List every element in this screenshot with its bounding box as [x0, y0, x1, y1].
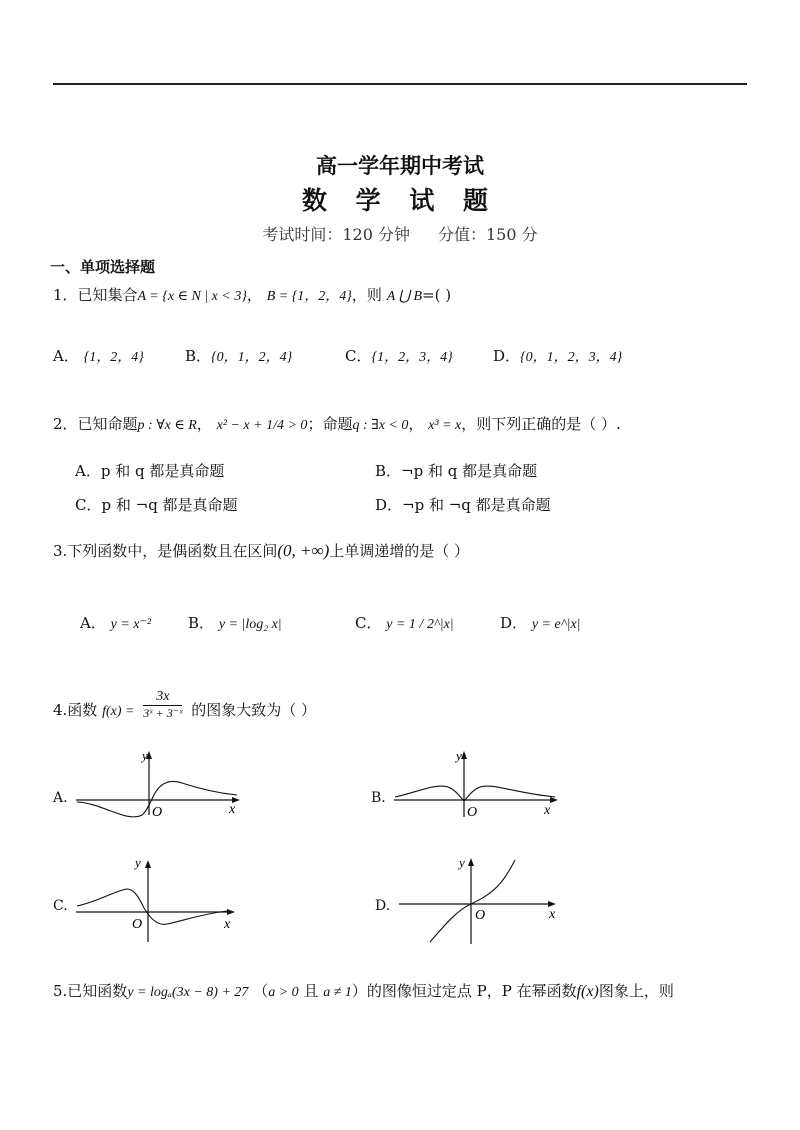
svg-text:O: O	[467, 805, 478, 820]
exam-time: 考试时间：120 分钟	[262, 225, 410, 244]
q3-option-b[interactable]: B． y = |log₂ x|	[188, 614, 282, 632]
q2-option-d[interactable]: D．¬p 和 ¬q 都是真命题	[375, 496, 551, 514]
q1-option-a[interactable]: A． {1，2，4}	[53, 347, 144, 365]
svg-text:x: x	[549, 907, 556, 922]
question-3-stem: 3.下列函数中，是偶函数且在区间(0, +∞)上单调递增的是（ ）	[53, 541, 470, 560]
svg-text:x: x	[229, 802, 236, 817]
exam-meta	[0, 222, 800, 245]
graph-a	[72, 745, 247, 820]
graph-b	[390, 745, 565, 820]
q3-option-a[interactable]: A． y = x⁻²	[80, 614, 152, 632]
set-a: A = {x ∈ N | x < 3}	[137, 289, 247, 304]
graph-d	[395, 852, 570, 947]
q1-option-c[interactable]: C．{1，2，3，4}	[345, 347, 453, 365]
subject-title: 数 学 试 题	[301, 186, 499, 215]
exam-score: 分值：150 分	[438, 225, 538, 244]
q4-option-c[interactable]: C.	[53, 898, 68, 914]
svg-text:O: O	[475, 908, 486, 923]
question-1-stem: 1．已知集合A = {x ∈ N | x < 3}， B = {1，2，4}，则 A ⋃ B=( )	[53, 286, 452, 304]
svg-text:y: y	[459, 855, 465, 870]
svg-text:y: y	[456, 748, 462, 763]
svg-text:y: y	[142, 748, 148, 763]
fraction: $\frac{3x}{\text{3ˣ + 3⁻ˣ}}$	[143, 689, 183, 720]
svg-text:x: x	[544, 803, 551, 818]
set-b: B = {1，2，4}	[266, 289, 352, 304]
q1-option-d[interactable]: D．{0，1，2，3，4}	[493, 347, 623, 365]
svg-text:x: x	[224, 917, 231, 932]
function-f: f(x) =	[102, 704, 135, 719]
svg-text:O: O	[132, 917, 143, 932]
q2-option-b[interactable]: B．¬p 和 q 都是真命题	[375, 462, 538, 480]
union-expr: A ⋃ B	[386, 289, 423, 304]
svg-text:O: O	[152, 805, 163, 820]
question-5-stem: 5.已知函数y = logₐ(3x − 8) + 27 （a > 0 且 a ≠ 1）的图像恒过定点 P，P 在幂函数f(x)图象上，则	[53, 982, 674, 1000]
q2-option-c[interactable]: C．p 和 ¬q 都是真命题	[75, 496, 238, 514]
question-4-stem: 4.函数 f(x) = $\frac{3x}{\text{3ˣ + 3⁻ˣ}}$ 的图象大致为（ ）	[53, 689, 317, 720]
section-heading: 一、单项选择题	[50, 258, 156, 276]
q3-option-c[interactable]: C． y = 1 / 2^|x|	[355, 614, 454, 632]
q4-option-a[interactable]: A.	[53, 790, 68, 806]
q4-option-b[interactable]: B.	[371, 790, 386, 806]
exam-title: 高一学年期中考试	[316, 153, 484, 178]
q3-option-d[interactable]: D． y = e^|x|	[500, 614, 581, 632]
question-2-stem: 2．已知命题p : ∀x ∈ R， x² − x + 1/4 > 0；命题q : ∃x < 0， x³ = x，则下列正确的是（ ）.	[53, 415, 621, 433]
graph-c	[72, 852, 247, 947]
header-rule	[53, 83, 747, 85]
q4-option-d[interactable]: D.	[375, 898, 391, 914]
q1-option-b[interactable]: B．{0，1，2，4}	[185, 347, 293, 365]
svg-text:y: y	[135, 855, 141, 870]
q2-option-a[interactable]: A．p 和 q 都是真命题	[75, 462, 225, 480]
